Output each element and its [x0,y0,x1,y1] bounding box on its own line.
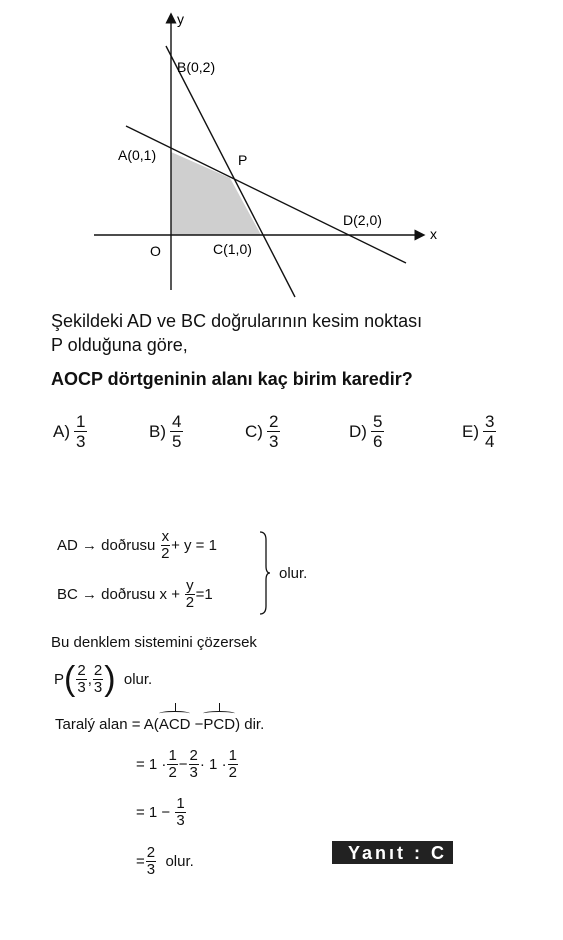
solution-bc-line: BC → doðrusu x + $\frac{y}{2}$ =1 [57,577,213,611]
solution-step-4: = $\frac{2}{3}$ olur. [136,844,194,878]
shaded-region-aocp [171,152,261,235]
coordinate-graph [0,0,563,300]
solution-ad-line: AD → doðrusu x 2 + y = 1 [57,528,217,562]
option-d[interactable] [349,412,384,451]
option-b[interactable] [149,412,183,451]
option-c-fraction: $\frac{2}{3}$ [268,412,279,451]
question-bold: AOCP dörtgeninin alanı kaç birim karedir? [51,369,413,389]
label-c: C(1,0) [213,241,252,257]
option-e-fraction: $\frac{3}{4}$ [485,412,495,451]
option-a-fraction: $\frac{1}{3}$ [76,412,86,451]
solution-step-2: = 1 · 1 2 − $\frac{2}{3}$ · 1 · 1 2 [136,747,237,781]
solution-point-p: P ( 2 3 , 2 3 ) olur. [54,660,153,698]
label-x: x [430,226,437,242]
solution-taraly-line: Taralý alan = A( ACD − PCD ) dir. [55,716,264,733]
label-b: B(0,2) [177,59,216,75]
option-d-fraction: $\frac{5}{6}$ [372,412,383,451]
line-ad [126,126,406,263]
arc-acd: ACD [159,716,191,733]
solution-solve-text: Bu denklem sistemini çözersek [51,634,257,651]
question-line-1: Şekildeki AD ve BC doğrularının kesim noktası [51,311,423,331]
option-e-label: E) [462,421,479,441]
right-brace [258,530,270,616]
option-d-label: D) [349,421,367,441]
label-d: D(2,0) [343,212,382,228]
question-line-2: P olduğuna göre, [51,335,188,355]
solution-step-3: = 1 − $\frac{1}{3}$ [136,795,185,829]
option-b-label: B) [149,421,166,441]
solution-olur-1: olur. [279,565,308,582]
label-a: A(0,1) [118,147,157,163]
option-e[interactable] [462,412,496,451]
option-c-label: C) [245,421,263,441]
option-a[interactable] [53,412,87,451]
answer-badge: Yanıt : C [332,841,453,864]
option-a-label: A) [53,421,70,441]
option-b-fraction: $\frac{4}{5}$ [172,412,182,451]
label-o: O [150,243,161,259]
option-c[interactable] [245,412,280,451]
label-y: y [177,11,184,27]
label-p: P [238,152,248,168]
arc-pcd: PCD [203,716,235,733]
